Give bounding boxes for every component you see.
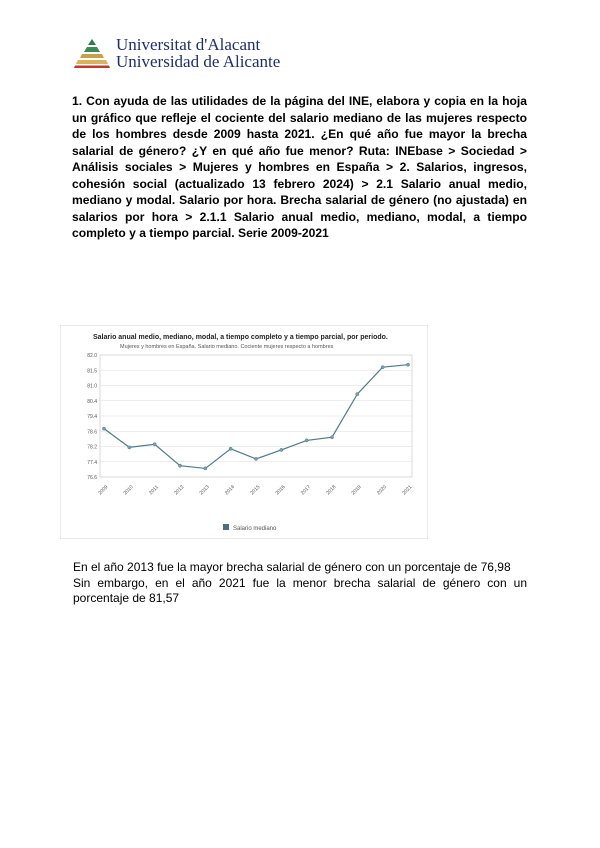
y-tick-label: 76.6	[87, 475, 97, 481]
chart-subtitle: Mujeres y hombres en España. Salario mediano. Cociente mujeres respecto a hombres	[120, 344, 334, 350]
y-tick-label: 79.4	[87, 414, 97, 420]
question-text: 1. Con ayuda de las utilidades de la página del INE, elabora y copia en la hoja un gráfico que refleje el cociente del salario mediano de las mujeres respecto de los hombres desde 2009 hasta 2021. ¿En qué año fue mayor la brecha salarial de género? ¿Y en qué año fue menor? Ruta: INEbase > Sociedad > Análisis sociales > Mujeres y hombres en España > 2. Salarios, ingresos, cohesión social (actualizado 13 febrero 2024) > 2.1 Salario anual medio, mediano y modal. Salario por hora. Brecha salarial de género (no ajustada) en salarios por hora > 2.1.1 Salario anual medio, mediano, modal, a tiempo completo y a tiempo parcial. Serie 2009-2021	[72, 94, 527, 240]
answer-line-1: En el año 2013 fue la mayor brecha salarial de género con un porcentaje de 76,98	[73, 560, 511, 574]
data-point	[229, 447, 232, 450]
x-tick-label: 2020	[375, 484, 389, 497]
data-point	[381, 366, 384, 369]
answer-line-2: Sin embargo, en el año 2021 fue la menor brecha salarial de género con un porcentaje de 81,57	[73, 575, 527, 606]
data-point	[102, 427, 105, 430]
data-point	[204, 467, 207, 470]
chart-frame	[60, 325, 428, 539]
data-point	[330, 436, 333, 439]
y-tick-label: 81.5	[87, 368, 97, 375]
x-tick-label: 2016	[274, 484, 287, 497]
y-tick-label: 78.6	[87, 429, 97, 436]
y-tick-label: 81.0	[87, 383, 97, 390]
answer-block	[73, 560, 527, 607]
y-tick-label: 77.4	[87, 459, 97, 466]
x-tick-label: 2017	[299, 484, 313, 497]
x-tick-label: 2013	[198, 484, 211, 497]
line-chart	[60, 325, 428, 539]
y-tick-label: 78.2	[87, 444, 97, 451]
x-tick-label: 2012	[173, 484, 186, 497]
x-tick-label: 2018	[325, 484, 338, 497]
data-point	[406, 363, 409, 366]
university-name-es: Universidad de Alicante	[116, 52, 281, 71]
x-tick-label: 2010	[122, 484, 135, 497]
data-point	[356, 392, 359, 395]
data-point	[305, 439, 308, 442]
data-point	[153, 443, 156, 446]
data-point	[178, 464, 181, 467]
legend-swatch	[223, 524, 229, 530]
y-tick-label: 82.0	[87, 353, 97, 359]
chart-title: Salario anual medio, mediano, modal, a tiempo completo y a tiempo parcial, por periodo.	[93, 334, 388, 341]
x-tick-label: 2021	[401, 484, 414, 497]
data-point	[280, 448, 283, 451]
x-tick-label: 2015	[249, 484, 262, 497]
x-tick-label: 2009	[97, 484, 110, 497]
university-name-ca: Universitat d'Alacant	[116, 35, 261, 54]
x-tick-label: 2014	[223, 484, 237, 497]
x-tick-label: 2011	[148, 484, 160, 497]
data-point	[128, 446, 131, 449]
y-tick-label: 80.4	[87, 398, 97, 405]
x-tick-label: 2019	[350, 484, 363, 497]
legend-label: Salario mediano	[233, 526, 277, 532]
data-point	[254, 457, 257, 460]
university-logo-icon	[72, 36, 112, 70]
university-name	[116, 36, 280, 70]
